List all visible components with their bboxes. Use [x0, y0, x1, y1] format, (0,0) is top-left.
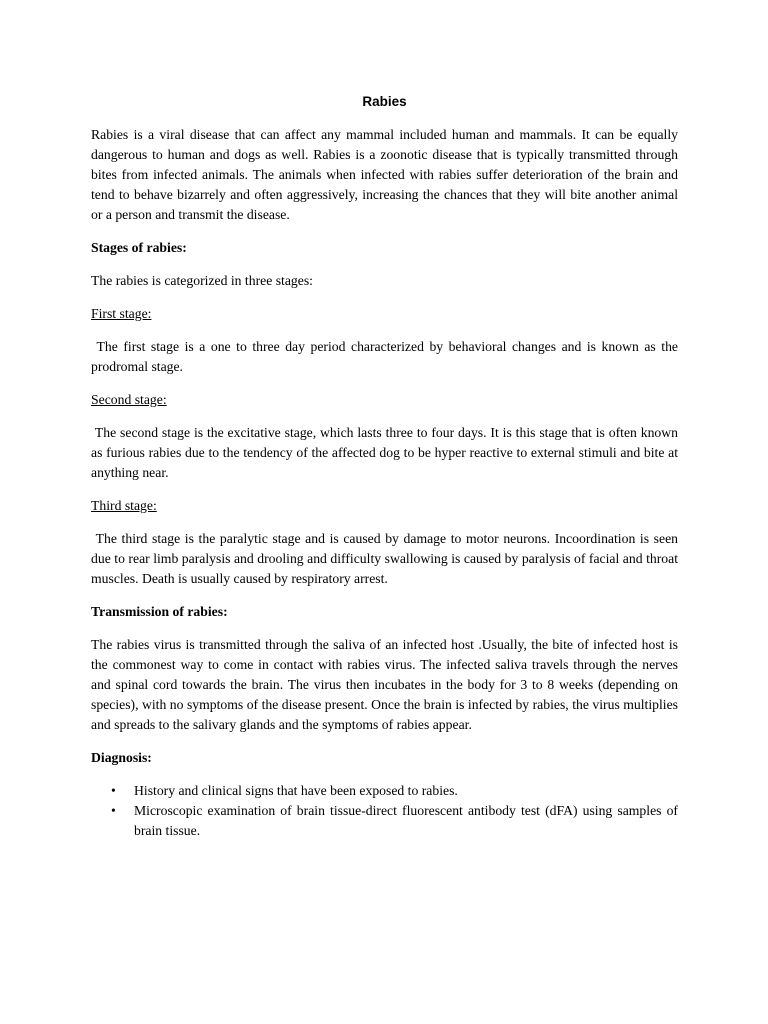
diagnosis-list — [91, 781, 678, 841]
third-stage-text: The third stage is the paralytic stage and is caused by damage to motor neurons. Incoordination is seen due to rear limb paralysis and drooling and difficulty swallowing is caused by paralysis of facial and throat muscles. Death is usually caused by respiratory arrest. — [91, 531, 679, 586]
transmission-text: The rabies virus is transmitted through the saliva of an infected host .Usually, the bite of infected host is the commonest way to come in contact with rabies virus. The infected saliva travels through the nerves and spinal cord towards the brain. The virus then incubates in the body for 3 to 8 weeks (depending on species), with no symptoms of the disease present. Once the brain is infected by rabies, the virus multiplies and spreads to the salivary glands and the symptoms of rabies appear. — [91, 637, 678, 732]
transmission-heading: Transmission of rabies: — [91, 604, 228, 619]
first-stage-title: First stage: — [91, 306, 152, 321]
page-title: Rabies — [362, 94, 407, 109]
first-stage-text: The first stage is a one to three day period characterized by behavioral changes and is known as the prodromal stage. — [91, 339, 678, 374]
list-item: • Microscopic examination of brain tissue-direct fluorescent antibody test (dFA) using samples of brain tissue. — [134, 801, 678, 841]
third-stage-title: Third stage: — [91, 498, 157, 513]
stages-heading: Stages of rabies: — [91, 240, 187, 255]
intro-paragraph: Rabies is a viral disease that can affect any mammal included human and mammals. It can be equally dangerous to human and dogs as well. Rabies is a zoonotic disease that is typically transmitted through bites from infected animals. The animals when infected with rabies suffer deterioration of the brain and tend to behave bizarrely and often aggressively, increasing the chances that they will bite another animal or a person and transmit the disease. — [91, 127, 678, 222]
diagnosis-heading: Diagnosis: — [91, 750, 152, 765]
list-item: • History and clinical signs that have been exposed to rabies. — [134, 781, 678, 801]
second-stage-title: Second stage: — [91, 392, 167, 407]
stages-lead: The rabies is categorized in three stages: — [91, 273, 313, 288]
second-stage-text: The second stage is the excitative stage, which lasts three to four days. It is this stage that is often known as furious rabies due to the tendency of the affected dog to be hyper reactive to external stimuli and bite at anything near. — [91, 425, 679, 480]
